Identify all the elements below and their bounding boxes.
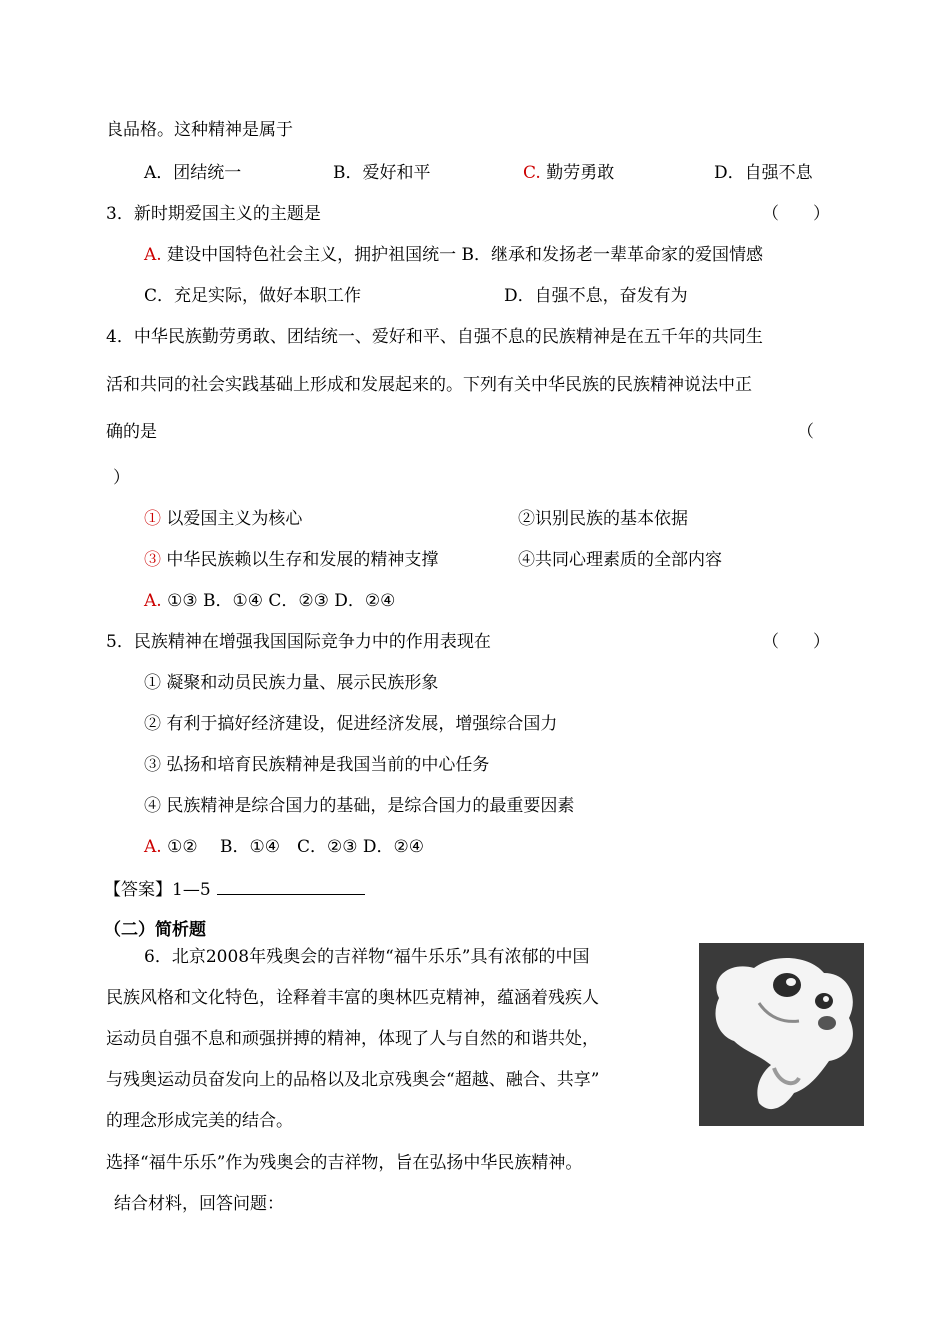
- answer-mark: A.: [144, 837, 162, 857]
- option-text: 建设中国特色社会主义，拥护祖国统一 B．继承和发扬老一辈革命家的爱国情感: [161, 245, 763, 265]
- section-title: （二）简析题: [104, 920, 206, 940]
- question-6-line-2: 民族风格和文化特色，诠释着丰富的奥林匹克精神，蕴涵着残疾人: [106, 988, 599, 1008]
- question-3-option-d: D．自强不息，奋发有为: [504, 286, 688, 306]
- question-4-stem-1: 4．中华民族勤劳勇敢、团结统一、爱好和平、自强不息的民族精神是在五千年的共同生: [106, 327, 763, 347]
- item-text: 中华民族赖以生存和发展的精神支撑: [161, 550, 439, 570]
- option-text: 勤劳勇敢: [540, 163, 615, 183]
- option-b: B．爱好和平: [333, 163, 431, 183]
- question-4-item-4: ④共同心理素质的全部内容: [518, 550, 722, 570]
- question-5-stem: 5．民族精神在增强我国国际竞争力中的作用表现在: [106, 632, 491, 652]
- question-4-item-2: ②识别民族的基本依据: [518, 509, 688, 529]
- question-3-stem: 3．新时期爱国主义的主题是: [106, 204, 321, 224]
- mascot-photo: [699, 943, 864, 1126]
- question-5-options: [144, 836, 424, 858]
- question-5-item-2: ② 有利于搞好经济建设，促进经济发展，增强综合国力: [144, 714, 558, 734]
- question-4-item-3: [144, 549, 438, 571]
- question-5-item-3: ③ 弘扬和培育民族精神是我国当前的中心任务: [144, 755, 490, 775]
- item-text: 以爱国主义为核心: [161, 509, 303, 529]
- question-4-stem-3: 确的是: [106, 422, 157, 442]
- answer-mark: A.: [144, 591, 162, 611]
- question-3-option-c: C．充足实际，做好本职工作: [144, 286, 362, 306]
- answer-mark: ①: [144, 509, 161, 529]
- answer-mark: ③: [144, 550, 161, 570]
- text-line: 良品格。这种精神是属于: [106, 120, 293, 140]
- question-4-item-1: [144, 508, 302, 530]
- answer-paren-close: ）: [113, 468, 130, 488]
- answer-mark: C.: [523, 163, 541, 183]
- question-6-line-4: 与残奥运动员奋发向上的品格以及北京残奥会“超越、融合、共享”: [106, 1070, 600, 1090]
- answer-mark: A.: [144, 245, 162, 265]
- answer-line: [104, 878, 365, 901]
- question-6-line-3: 运动员自强不息和顽强拼搏的精神，体现了人与自然的和谐共处，: [106, 1029, 599, 1049]
- question-6-line-1: 6．北京2008年残奥会的吉祥物“福牛乐乐”具有浓郁的中国: [144, 947, 590, 967]
- option-text: ①③ B．①④ C．②③ D．②④: [161, 591, 396, 611]
- question-4-stem-2: 活和共同的社会实践基础上形成和发展起来的。下列有关中华民族的民族精神说法中正: [106, 375, 752, 395]
- option-c: [523, 162, 614, 184]
- option-a: A．团结统一: [144, 163, 242, 183]
- option-d: D．自强不息: [714, 163, 813, 183]
- question-6-line-7: 结合材料，回答问题：: [114, 1194, 284, 1214]
- mascot-silhouette-icon: [699, 943, 864, 1126]
- answer-paren-open: （: [797, 422, 814, 442]
- answer-label: 【答案】1—5: [104, 880, 211, 900]
- question-4-options: [144, 590, 395, 612]
- question-6-line-6: 选择“福牛乐乐”作为残奥会的吉祥物，旨在弘扬中华民族精神。: [106, 1153, 583, 1173]
- question-6-line-5: 的理念形成完美的结合。: [106, 1111, 293, 1131]
- question-5-item-1: ① 凝聚和动员民族力量、展示民族形象: [144, 673, 439, 693]
- question-3-option-ab: [144, 244, 763, 266]
- question-5-item-4: ④ 民族精神是综合国力的基础，是综合国力的最重要因素: [144, 796, 575, 816]
- answer-blank[interactable]: [217, 878, 365, 895]
- option-text: ①② B．①④ C．②③ D．②④: [161, 837, 424, 857]
- answer-paren: （ ）: [762, 632, 830, 652]
- answer-paren: （ ）: [762, 204, 830, 224]
